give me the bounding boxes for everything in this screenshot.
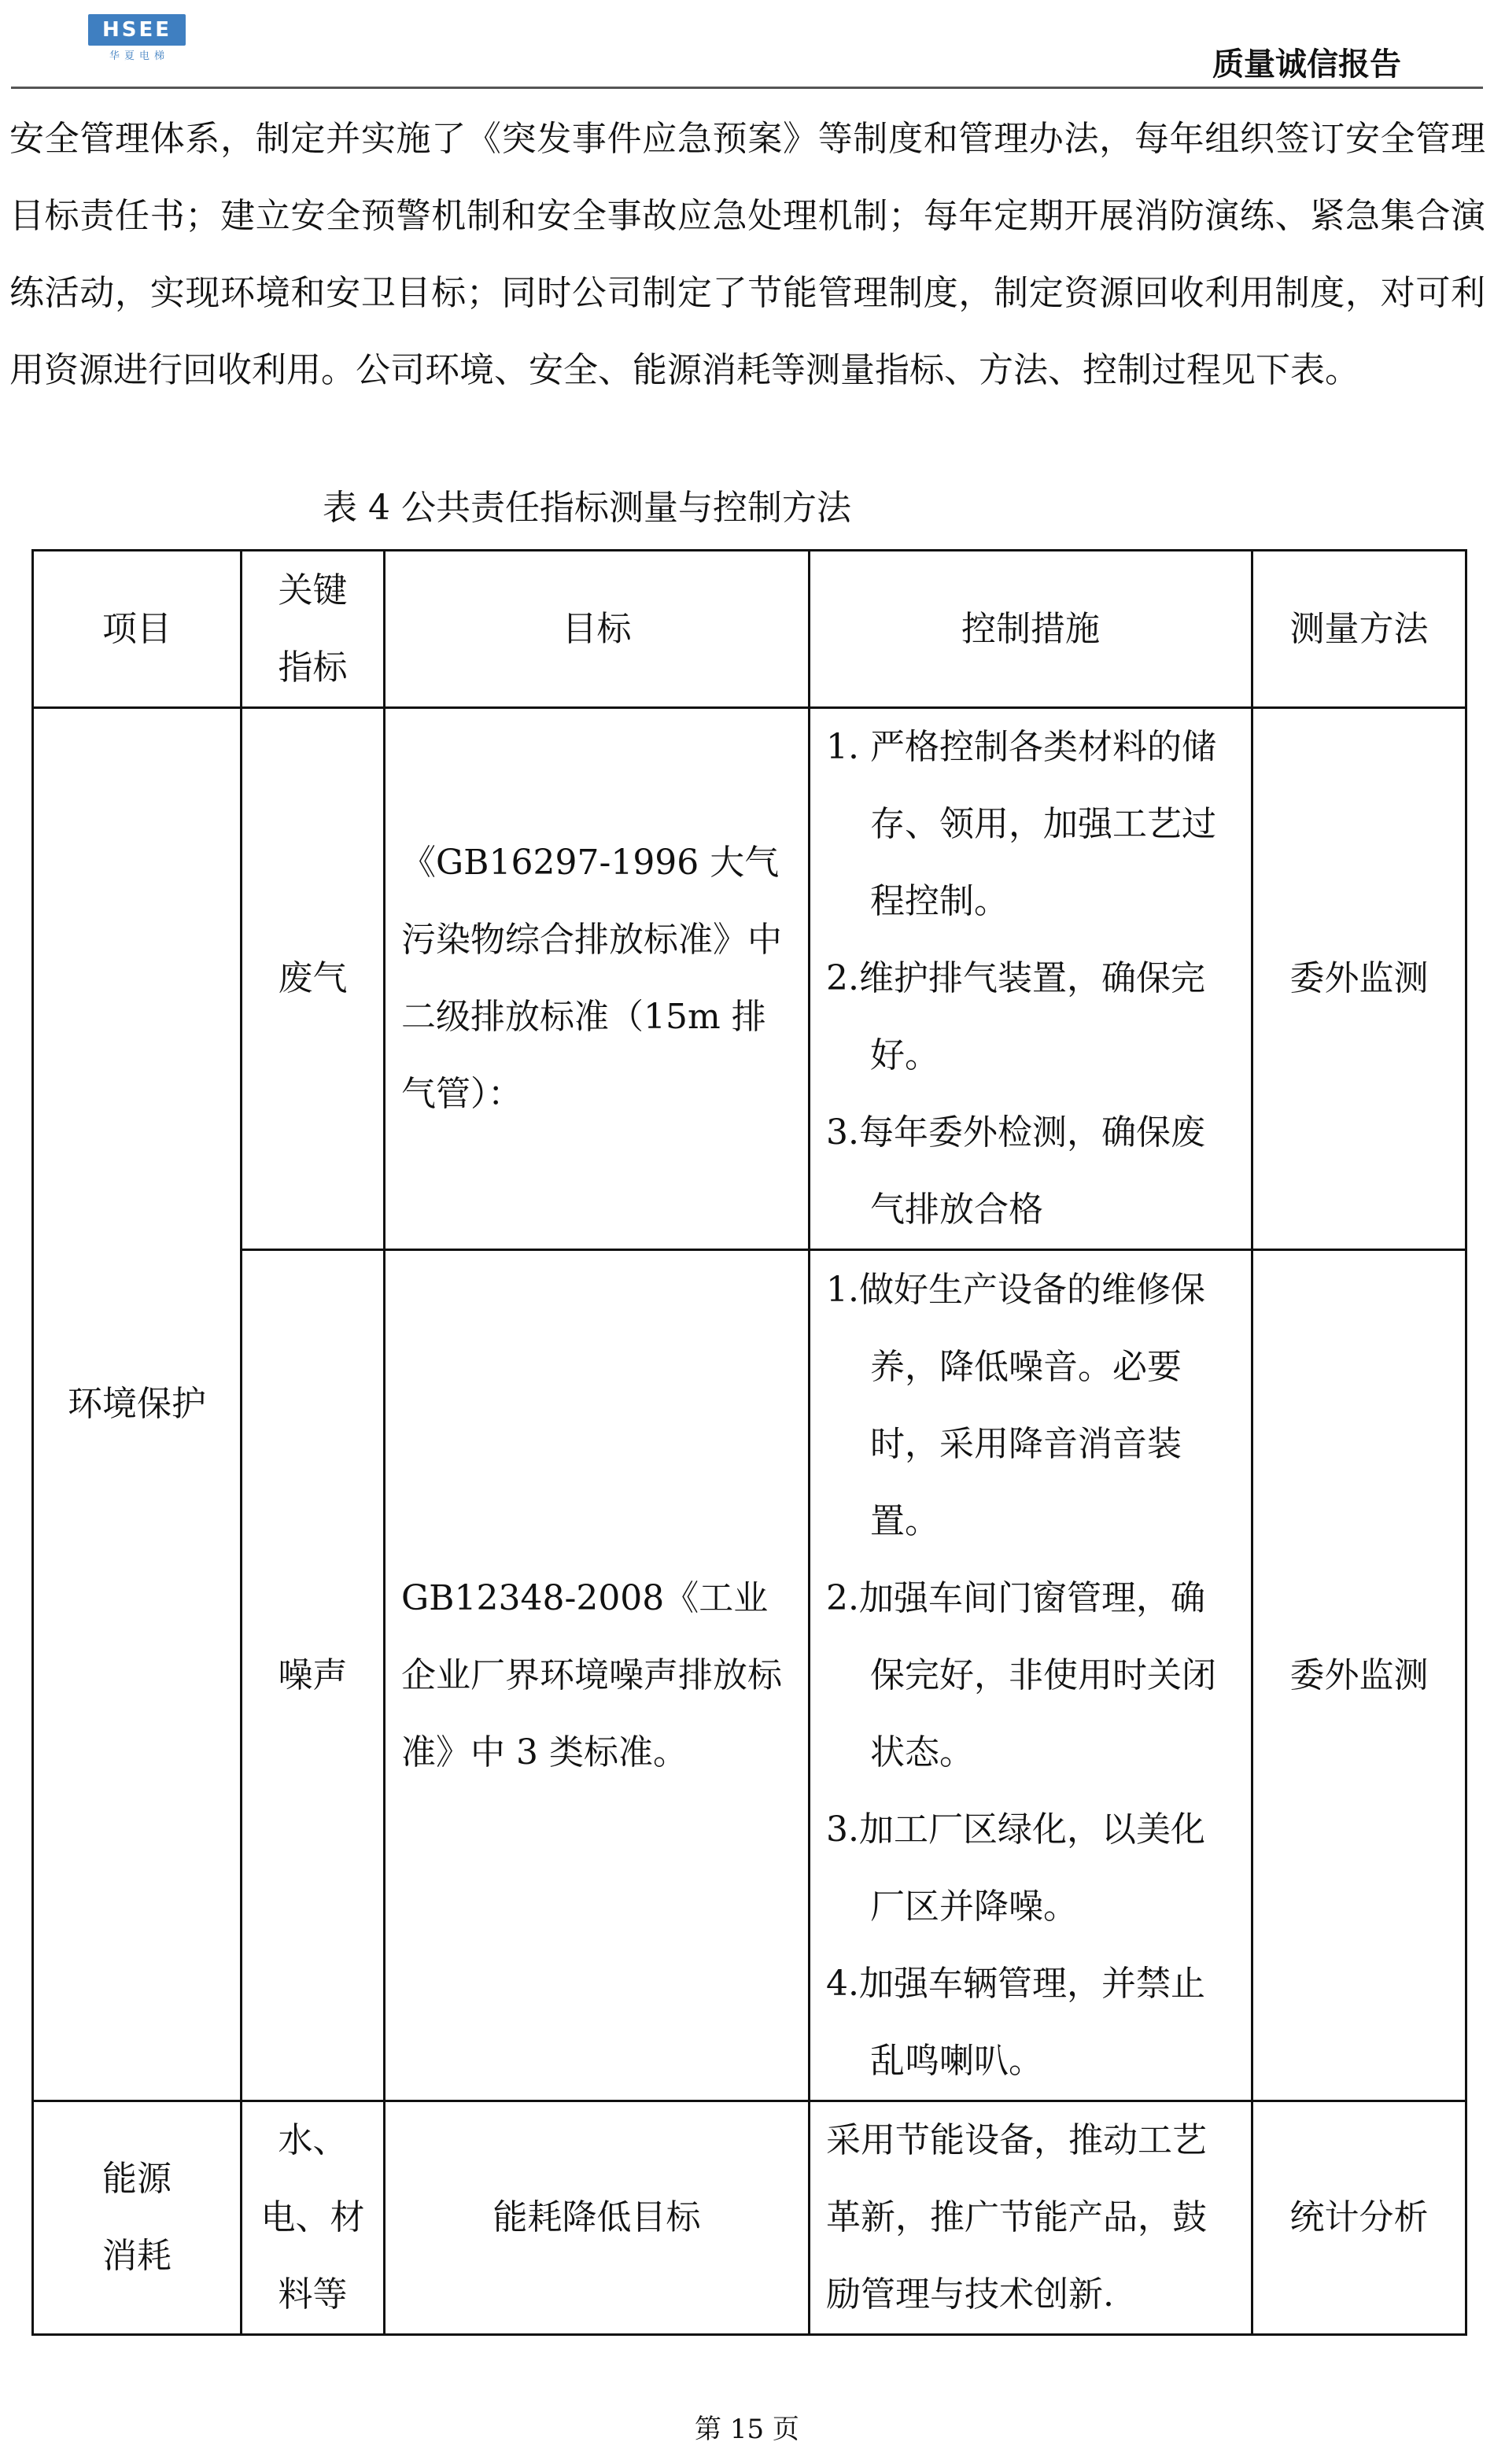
target-cell: GB12348-2008《工业企业厂界环境噪声排放标准》中 3 类标准。 — [385, 1250, 810, 2101]
header-project: 项目 — [33, 551, 242, 708]
page-number: 第 15 页 — [695, 2414, 799, 2445]
report-title: 质量诚信报告 — [1212, 46, 1401, 83]
measures-cell — [810, 1250, 1252, 2101]
target-cell: 《GB16297-1996 大气污染物综合排放标准》中二级排放标准（15m 排气管）： — [385, 708, 810, 1250]
header-target: 目标 — [385, 551, 810, 708]
table-row — [33, 708, 1466, 1250]
measure-item: 1.做好生产设备的维修保养，降低噪音。必要时，采用降音消音装置。 — [826, 1269, 1205, 1541]
target-cell: 能耗降低目标 — [385, 2101, 810, 2335]
logo-subtitle: 华夏电梯 — [109, 50, 169, 62]
indicator-cell: 噪声 — [242, 1250, 385, 2101]
table-row — [33, 2101, 1466, 2335]
group-environment: 环境保护 — [33, 708, 242, 2101]
measures-cell: 采用节能设备，推动工艺革新，推广节能产品，鼓励管理与技术创新. — [810, 2101, 1252, 2335]
group-energy-label: 能源消耗 — [102, 2159, 172, 2276]
company-logo — [88, 14, 190, 65]
indicator-cell — [242, 2101, 385, 2335]
header-method: 测量方法 — [1252, 551, 1466, 708]
header-key-indicator — [242, 551, 385, 708]
measures-cell — [810, 708, 1252, 1250]
logo-mark: HSEE — [88, 14, 186, 46]
intro-paragraph: 安全管理体系，制定并实施了《突发事件应急预案》等制度和管理办法，每年组织签订安全管理目标责任书；建立安全预警机制和安全事故应急处理机制；每年定期开展消防演练、紧急集合演练活动，实现环境和安卫目标；同时公司制定了节能管理制度，制定资源回收利用制度，对可利用资源进行回收利用。公司环境、安全、能源消耗等测量指标、方法、控制过程见下表。 — [9, 119, 1485, 390]
measure-item: 3.加工厂区绿化，以美化厂区并降噪。 — [826, 1809, 1205, 1927]
responsibility-table — [31, 549, 1467, 2336]
method-cell: 委外监测 — [1252, 1250, 1466, 2101]
indicator-cell: 废气 — [242, 708, 385, 1250]
measure-item: 3.每年委外检测，确保废气排放合格 — [826, 1112, 1205, 1230]
table-header-row — [33, 551, 1466, 708]
measure-item: 2.维护排气装置，确保完好。 — [826, 958, 1205, 1075]
measure-item: 1. 严格控制各类材料的储存、领用，加强工艺过程控制。 — [826, 727, 1216, 921]
table-caption: 表 4 公共责任指标测量与控制方法 — [323, 488, 851, 528]
group-energy — [33, 2101, 242, 2335]
measures-list — [826, 709, 1235, 1249]
method-cell: 统计分析 — [1252, 2101, 1466, 2335]
header-key-indicator-label: 关键指标 — [278, 570, 348, 688]
table-row — [33, 1250, 1466, 2101]
header-measures: 控制措施 — [810, 551, 1252, 708]
measures-list — [826, 1252, 1235, 2100]
measure-item: 2.加强车间门窗管理，确保完好，非使用时关闭状态。 — [826, 1577, 1216, 1772]
method-cell: 委外监测 — [1252, 708, 1466, 1250]
indicator-label: 水、电、材料等 — [260, 2120, 365, 2315]
measure-item: 4.加强车辆管理，并禁止乱鸣喇叭。 — [826, 1963, 1205, 2081]
header-divider — [11, 87, 1483, 89]
